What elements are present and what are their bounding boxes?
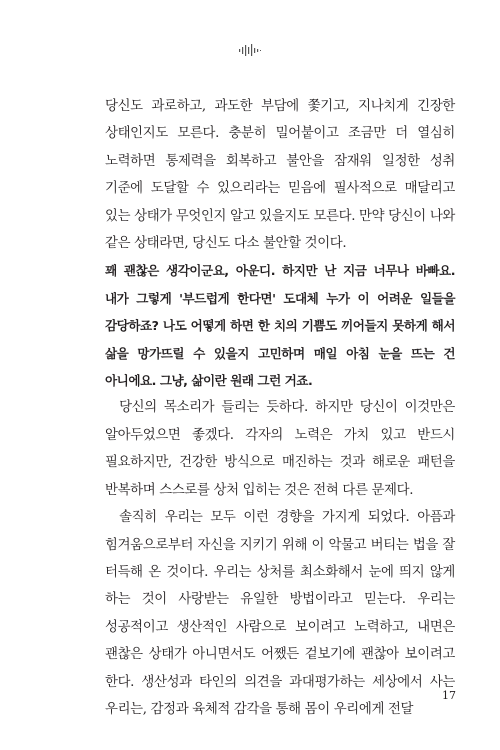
sound-wave-ornament-icon (0, 44, 500, 56)
paragraph-1: 당신도 과로하고, 과도한 부담에 쫓기고, 지나치게 긴장한 상태인지도 모른다. 충분히 밀어붙이고 조금만 더 열심히 노력하면 통제력을 회복하고 불안을 잠재워 일정한 성취 기준에 도달할 수 있으리라는 믿음에 필사적으로 매달리고 있는 상태가 무엇인지 알고 있을지도 모른다. 만약 당신이 나와 같은 상태라면, 당신도 다소 불안할 것이다. (105, 99, 455, 252)
body-text (105, 93, 455, 723)
inner-voice-quote: 꽤 괜찮은 생각이군요, 아운디. 하지만 난 지금 너무나 바빠요. 내가 그렇게 '부드럽게 한다면' 도대체 누가 이 어려운 일들을 감당하죠? 나도 어떻게 하면 한 치의 기쁨도 끼어들지 못하게 해서 삶을 망가뜨릴 수 있을지 고민하며 매일 아침 눈을 뜨는 건 아니에요. 그냥, 삶이란 원래 그런 거죠. (105, 263, 455, 389)
paragraph-3: 당신의 목소리가 들리는 듯하다. 하지만 당신이 이것만은 알아두었으면 좋겠다. 각자의 노력은 가치 있고 반드시 필요하지만, 건강한 방식으로 매진하는 것과 해로운 패턴을 반복하며 스스로를 상처 입히는 것은 전혀 다른 문제다. (105, 400, 455, 498)
paragraph-4: 솔직히 우리는 모두 이런 경향을 가지게 되었다. 아픔과 힘겨움으로부터 자신을 지키기 위해 이 악물고 버티는 법을 잘 터득해 온 것이다. 우리는 상처를 최소화해서 눈에 띄지 않게 하는 것이 사랑받는 유일한 방법이라고 믿는다. 우리는 성공적이고 생산적인 사람으로 보이려고 노력하고, 내면은 괜찮은 상태가 아니면서도 어쨌든 겉보기에 괜찮아 보이려고 한다. 생산성과 타인의 의견을 과대평가하는 세상에서 사는 우리는, 감정과 육체적 감각을 통해 몸이 우리에게 전달 (105, 510, 455, 717)
page-number: 17 (442, 689, 456, 702)
